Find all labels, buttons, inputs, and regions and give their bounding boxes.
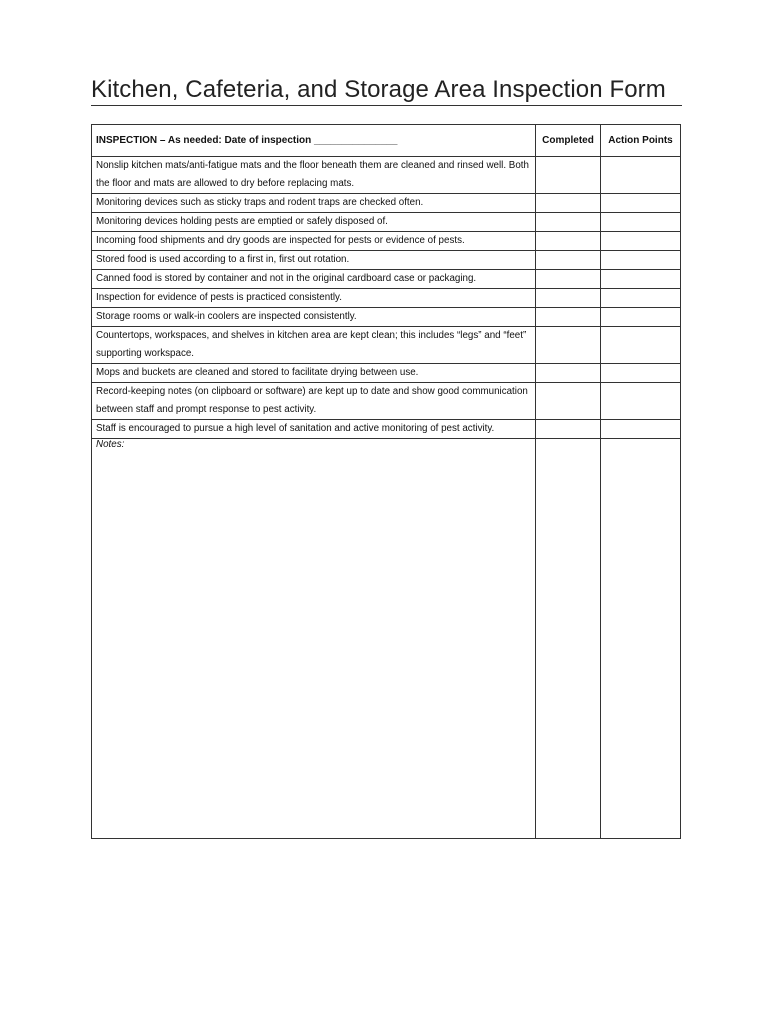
item-text: Nonslip kitchen mats/anti-fatigue mats and the floor beneath them are cleaned and rinsed well. Both the floor and mats are allowed to dry before replacing mats. <box>92 157 536 194</box>
notes-completed-cell[interactable] <box>536 439 601 839</box>
item-text: Record-keeping notes (on clipboard or software) are kept up to date and show good communication between staff and prompt response to pest activity. <box>92 383 536 420</box>
item-text: Inspection for evidence of pests is practiced consistently. <box>92 289 536 308</box>
action-points-cell[interactable] <box>601 270 681 289</box>
completed-cell[interactable] <box>536 251 601 270</box>
table-row <box>92 383 681 420</box>
completed-cell[interactable] <box>536 364 601 383</box>
completed-cell[interactable] <box>536 289 601 308</box>
item-text: Monitoring devices such as sticky traps and rodent traps are checked often. <box>92 194 536 213</box>
notes-action-points-cell[interactable] <box>601 439 681 839</box>
action-points-cell[interactable] <box>601 308 681 327</box>
action-points-cell[interactable] <box>601 213 681 232</box>
action-points-cell[interactable] <box>601 194 681 213</box>
table-row <box>92 232 681 251</box>
inspection-table <box>91 124 681 839</box>
notes-label: Notes: <box>96 439 125 450</box>
action-points-cell[interactable] <box>601 327 681 364</box>
completed-header: Completed <box>536 125 601 157</box>
item-text: Storage rooms or walk-in coolers are inspected consistently. <box>92 308 536 327</box>
table-row <box>92 364 681 383</box>
table-row <box>92 213 681 232</box>
action-points-header: Action Points <box>601 125 681 157</box>
item-text: Mops and buckets are cleaned and stored to facilitate drying between use. <box>92 364 536 383</box>
action-points-cell[interactable] <box>601 420 681 439</box>
action-points-cell[interactable] <box>601 364 681 383</box>
table-row <box>92 157 681 194</box>
completed-cell[interactable] <box>536 327 601 364</box>
item-text: Incoming food shipments and dry goods are inspected for pests or evidence of pests. <box>92 232 536 251</box>
completed-cell[interactable] <box>536 232 601 251</box>
title-divider <box>91 105 682 106</box>
notes-row <box>92 439 681 839</box>
table-header-row <box>92 125 681 157</box>
inspection-header: INSPECTION – As needed: Date of inspection _______________ <box>92 125 536 157</box>
action-points-cell[interactable] <box>601 157 681 194</box>
item-text: Staff is encouraged to pursue a high level of sanitation and active monitoring of pest activity. <box>92 420 536 439</box>
notes-field[interactable] <box>92 439 536 839</box>
page-title: Kitchen, Cafeteria, and Storage Area Inspection Form <box>91 76 666 103</box>
table-row <box>92 194 681 213</box>
completed-cell[interactable] <box>536 157 601 194</box>
table-row <box>92 327 681 364</box>
action-points-cell[interactable] <box>601 289 681 308</box>
item-text: Countertops, workspaces, and shelves in kitchen area are kept clean; this includes “legs” and “feet” supporting workspace. <box>92 327 536 364</box>
completed-cell[interactable] <box>536 308 601 327</box>
action-points-cell[interactable] <box>601 251 681 270</box>
completed-cell[interactable] <box>536 420 601 439</box>
table-row <box>92 289 681 308</box>
item-text: Monitoring devices holding pests are emptied or safely disposed of. <box>92 213 536 232</box>
action-points-cell[interactable] <box>601 232 681 251</box>
item-text: Canned food is stored by container and not in the original cardboard case or packaging. <box>92 270 536 289</box>
table-row <box>92 270 681 289</box>
item-text: Stored food is used according to a first in, first out rotation. <box>92 251 536 270</box>
completed-cell[interactable] <box>536 194 601 213</box>
table-row <box>92 420 681 439</box>
table-row <box>92 308 681 327</box>
completed-cell[interactable] <box>536 270 601 289</box>
table-row <box>92 251 681 270</box>
action-points-cell[interactable] <box>601 383 681 420</box>
completed-cell[interactable] <box>536 213 601 232</box>
completed-cell[interactable] <box>536 383 601 420</box>
